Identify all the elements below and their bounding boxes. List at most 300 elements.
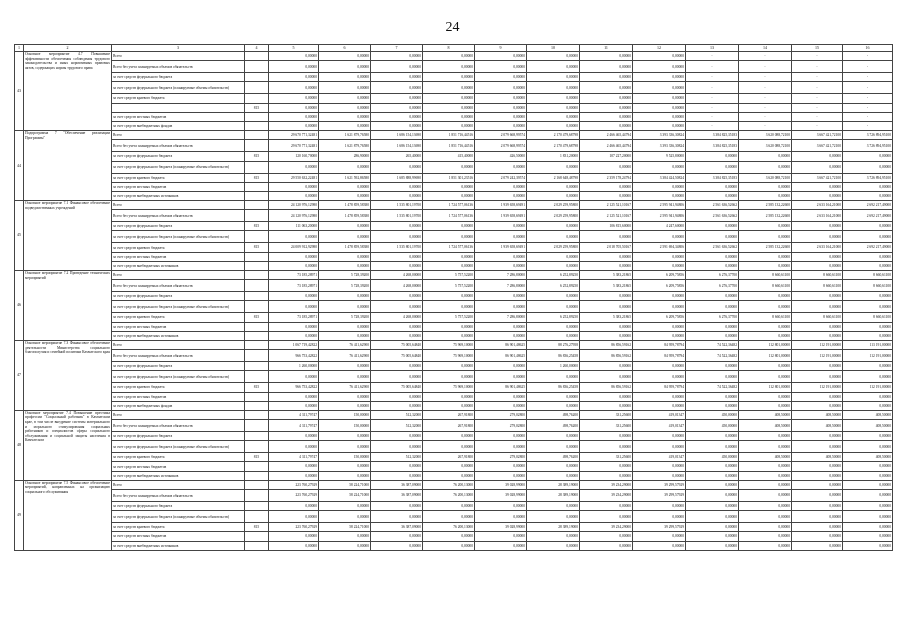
amount-cell: -	[792, 94, 843, 103]
amount-cell: 112 191,00000	[792, 350, 843, 362]
amount-cell: 2 029 259,95800	[527, 243, 580, 252]
amount-cell: 0,00000	[269, 511, 319, 523]
amount-cell: 3 620 088,72100	[739, 131, 792, 140]
amount-cell: 0,00000	[792, 432, 843, 441]
amount-cell: 0,00000	[423, 261, 475, 270]
amount-cell: 0,00000	[792, 401, 843, 410]
amount-cell: 0,00000	[269, 401, 319, 410]
table-row	[15, 383, 893, 392]
amount-cell: 0,00000	[633, 261, 686, 270]
admin-code	[245, 73, 269, 82]
amount-cell: 0,00000	[843, 462, 893, 471]
amount-cell: 0,00000	[423, 401, 475, 410]
amount-cell: 0,00000	[633, 322, 686, 331]
amount-cell: 0,00000	[371, 161, 423, 173]
amount-cell: 0,00000	[475, 261, 527, 270]
amount-cell: 0,00000	[475, 103, 527, 112]
amount-cell: 0,00000	[792, 222, 843, 231]
amount-cell: 4 311,79747	[269, 453, 319, 462]
admin-code	[245, 301, 269, 313]
amount-cell: 0,00000	[843, 502, 893, 511]
amount-cell: 0,00000	[269, 94, 319, 103]
amount-cell: 0,00000	[633, 52, 686, 61]
amount-cell: 7 286,80000	[475, 313, 527, 322]
admin-code	[245, 490, 269, 502]
amount-cell: 0,00000	[423, 231, 475, 243]
amount-cell: 8 660,61100	[792, 271, 843, 280]
column-header: 14	[739, 45, 792, 52]
amount-cell: 0,00000	[580, 441, 633, 453]
amount-cell: 2 018 705,50167	[580, 243, 633, 252]
amount-cell: 112 801,00000	[739, 383, 792, 392]
amount-cell: 3 667 421,72100	[792, 131, 843, 140]
activity-description: Подпрограмма 7 "Обеспечение реализации Программы"	[24, 131, 112, 201]
amount-cell: 0,00000	[686, 432, 739, 441]
amount-cell: 0,00000	[633, 371, 686, 383]
amount-cell: 1 686 154,13690	[371, 140, 423, 152]
amount-cell: 1 939 658,69491	[475, 210, 527, 222]
amount-cell: 0,00000	[792, 541, 843, 550]
amount-cell: 408,50000	[739, 453, 792, 462]
admin-code: 815	[245, 243, 269, 252]
amount-cell: 2 692 217,49000	[843, 210, 893, 222]
table-row	[15, 371, 893, 383]
amount-cell: -	[739, 112, 792, 121]
funding-source: за счет средств краевого бюджета	[112, 173, 245, 182]
amount-cell: 0,00000	[686, 502, 739, 511]
amount-cell: 0,00000	[843, 261, 893, 270]
amount-cell: 6 209,75856	[633, 271, 686, 280]
amount-cell: 1 260,00000	[527, 362, 580, 371]
admin-code	[245, 121, 269, 130]
activity-description: Основное мероприятие 7.5 Финансовое обеспечение мероприятий, направленных на организацию социального обслуживания	[24, 480, 112, 550]
funding-source: Всего без учета планируемых объемов обязательств	[112, 140, 245, 152]
amount-cell: 86 836,25458	[527, 383, 580, 392]
amount-cell: -	[686, 61, 739, 73]
amount-cell: 8 660,61100	[843, 313, 893, 322]
amount-cell: 331,25600	[580, 420, 633, 432]
activity-description: Основное мероприятие 7.2 Проведение технических мероприятий	[24, 271, 112, 341]
amount-cell: 3 393 336,30824	[633, 131, 686, 140]
amount-cell: -	[686, 94, 739, 103]
amount-cell: -	[843, 73, 893, 82]
amount-cell: 1 621 879,76580	[319, 140, 371, 152]
amount-cell: 112 191,00000	[792, 383, 843, 392]
amount-cell: 0,00000	[686, 261, 739, 270]
amount-cell: 0,00000	[843, 490, 893, 502]
amount-cell: 24 120 976,12980	[269, 210, 319, 222]
amount-cell: 0,00000	[475, 331, 527, 340]
amount-cell: 498,76200	[527, 453, 580, 462]
amount-cell: 4 268,00000	[371, 313, 423, 322]
amount-cell: 0,00000	[686, 462, 739, 471]
amount-cell: 112 801,00000	[739, 340, 792, 349]
funding-source: за счет средств федерального бюджета	[112, 432, 245, 441]
amount-cell: 0,00000	[527, 222, 580, 231]
amount-cell: 1 260,00000	[269, 362, 319, 371]
amount-cell: 0,00000	[580, 362, 633, 371]
amount-cell: 0,00000	[527, 532, 580, 541]
amount-cell: -	[792, 121, 843, 130]
amount-cell: 0,00000	[792, 322, 843, 331]
amount-cell: 0,00000	[269, 441, 319, 453]
amount-cell: 0,00000	[371, 61, 423, 73]
amount-cell: 0,00000	[527, 462, 580, 471]
amount-cell: 39 028,99000	[475, 523, 527, 532]
column-header: 6	[319, 45, 371, 52]
amount-cell: 0,00000	[423, 441, 475, 453]
amount-cell: 39 234,29000	[580, 490, 633, 502]
amount-cell: 0,00000	[423, 182, 475, 191]
table-row	[15, 261, 893, 270]
amount-cell: 0,00000	[527, 73, 580, 82]
funding-source: Всего без учета планируемых объемов обязательств	[112, 280, 245, 292]
amount-cell: 0,00000	[371, 182, 423, 191]
amount-cell: 2 633 164,21000	[792, 201, 843, 210]
amount-cell: 112 191,00000	[843, 383, 893, 392]
funding-source: за счет средств местных бюджетов	[112, 462, 245, 471]
amount-cell: 0,00000	[527, 441, 580, 453]
amount-cell: 0,00000	[371, 462, 423, 471]
amount-cell: 0,00000	[843, 222, 893, 231]
amount-cell: 0,00000	[527, 94, 580, 103]
amount-cell: 5 383,21865	[580, 313, 633, 322]
amount-cell: 58 224,71000	[319, 523, 371, 532]
column-header: 13	[686, 45, 739, 52]
amount-cell: 86 901,48625	[475, 340, 527, 349]
amount-cell: 0,00000	[686, 471, 739, 480]
amount-cell: 24 120 976,12980	[269, 201, 319, 210]
amount-cell: 0,00000	[739, 462, 792, 471]
amount-cell: 0,00000	[580, 502, 633, 511]
amount-cell: 0,00000	[269, 301, 319, 313]
funding-source: за счет средств краевого бюджета	[112, 523, 245, 532]
amount-cell: 0,00000	[371, 301, 423, 313]
amount-cell: 0,00000	[739, 541, 792, 550]
amount-cell: 75 005,64840	[371, 340, 423, 349]
amount-cell: 0,00000	[371, 322, 423, 331]
row-index: 45	[15, 201, 24, 271]
amount-cell: 267,91800	[423, 453, 475, 462]
amount-cell: 76 411,62900	[319, 340, 371, 349]
amount-cell: 0,00000	[686, 480, 739, 489]
amount-cell: 0,00000	[475, 502, 527, 511]
amount-cell: 8 660,61100	[792, 280, 843, 292]
amount-cell: 1 535 801,19700	[371, 210, 423, 222]
amount-cell: 0,00000	[739, 523, 792, 532]
amount-cell: 0,00000	[792, 292, 843, 301]
amount-cell: 2 561 636,52662	[686, 210, 739, 222]
admin-code	[245, 94, 269, 103]
column-header: 12	[633, 45, 686, 52]
amount-cell: 84 959,78794	[633, 383, 686, 392]
amount-cell: 0,00000	[319, 511, 371, 523]
amount-cell: -	[792, 103, 843, 112]
amount-cell: 75 969,10000	[423, 383, 475, 392]
amount-cell: 408,50000	[792, 420, 843, 432]
amount-cell: 0,00000	[686, 392, 739, 401]
amount-cell: 0,00000	[580, 261, 633, 270]
table-row	[15, 350, 893, 362]
column-header: 2	[24, 45, 112, 52]
amount-cell: 0,00000	[269, 112, 319, 121]
amount-cell: 0,00000	[269, 532, 319, 541]
table-row	[15, 331, 893, 340]
activity-description: Основное мероприятие 7.1 Финансовое обеспечение подведомственных учреждений	[24, 201, 112, 271]
amount-cell: 0,00000	[319, 121, 371, 130]
amount-cell: 408,50000	[843, 420, 893, 432]
amount-cell: 0,00000	[371, 401, 423, 410]
amount-cell: 8 660,61100	[739, 280, 792, 292]
admin-code	[245, 252, 269, 261]
amount-cell: 0,00000	[527, 301, 580, 313]
funding-source: Всего	[112, 201, 245, 210]
row-index: 46	[15, 271, 24, 341]
amount-cell: 0,00000	[371, 502, 423, 511]
amount-cell: 1 724 577,06136	[423, 201, 475, 210]
amount-cell: 408,50000	[843, 453, 893, 462]
amount-cell: 0,00000	[739, 392, 792, 401]
amount-cell: 0,00000	[843, 480, 893, 489]
admin-code	[245, 231, 269, 243]
admin-code	[245, 502, 269, 511]
amount-cell: 0,00000	[843, 182, 893, 191]
amount-cell: 0,00000	[633, 462, 686, 471]
table-row	[15, 401, 893, 410]
amount-cell: 0,00000	[475, 252, 527, 261]
table-row	[15, 243, 893, 252]
amount-cell: 512,32000	[371, 420, 423, 432]
amount-cell: 0,00000	[792, 191, 843, 200]
amount-cell: 0,00000	[527, 231, 580, 243]
amount-cell: 0,00000	[319, 191, 371, 200]
amount-cell: 0,00000	[269, 541, 319, 550]
amount-cell: -	[792, 82, 843, 94]
amount-cell: 0,00000	[527, 161, 580, 173]
funding-source: за счет средств внебюджетных источников	[112, 261, 245, 270]
amount-cell: 0,00000	[580, 322, 633, 331]
amount-cell: 0,00000	[319, 73, 371, 82]
amount-cell: 0,00000	[475, 441, 527, 453]
amount-cell: 0,00000	[739, 222, 792, 231]
amount-cell: 2 585 132,22600	[739, 243, 792, 252]
budget-table	[14, 44, 893, 551]
amount-cell: 0,00000	[739, 252, 792, 261]
amount-cell: 0,00000	[580, 392, 633, 401]
amount-cell: 3 667 421,72100	[792, 173, 843, 182]
table-row	[15, 182, 893, 191]
column-header: 11	[580, 45, 633, 52]
column-header: 5	[269, 45, 319, 52]
amount-cell: 408,50000	[843, 410, 893, 419]
amount-cell: 0,00000	[371, 82, 423, 94]
amount-cell: 0,00000	[423, 532, 475, 541]
amount-cell: 4 311,79747	[269, 420, 319, 432]
amount-cell: 0,00000	[475, 401, 527, 410]
amount-cell: 3 384 424,50824	[633, 173, 686, 182]
amount-cell: 0,00000	[319, 362, 371, 371]
amount-cell: 0,00000	[633, 362, 686, 371]
amount-cell: 1 724 577,06136	[423, 243, 475, 252]
amount-cell: 0,00000	[527, 261, 580, 270]
amount-cell: 419,01347	[633, 453, 686, 462]
amount-cell: 28 389,19000	[527, 523, 580, 532]
amount-cell: 0,00000	[739, 362, 792, 371]
amount-cell: 0,00000	[792, 523, 843, 532]
amount-cell: 0,00000	[475, 112, 527, 121]
admin-code	[245, 532, 269, 541]
amount-cell: 120 160,70000	[269, 152, 319, 161]
amount-cell: 0,00000	[423, 331, 475, 340]
amount-cell: 36 387,09000	[371, 523, 423, 532]
admin-code: 815	[245, 523, 269, 532]
amount-cell: 223 760,27929	[269, 490, 319, 502]
admin-code	[245, 271, 269, 280]
amount-cell: 0,00000	[633, 401, 686, 410]
funding-source: за счет средств краевого бюджета	[112, 94, 245, 103]
admin-code	[245, 52, 269, 61]
amount-cell: 0,00000	[633, 252, 686, 261]
amount-cell: -	[686, 121, 739, 130]
funding-source: за счет средств местных бюджетов	[112, 322, 245, 331]
amount-cell: 0,00000	[792, 152, 843, 161]
amount-cell: 7 286,80000	[475, 280, 527, 292]
amount-cell: 0,00000	[686, 401, 739, 410]
funding-source: за счет средств местных бюджетов	[112, 392, 245, 401]
table-row	[15, 152, 893, 161]
amount-cell: 0,00000	[580, 52, 633, 61]
column-header: 16	[843, 45, 893, 52]
amount-cell: 0,00000	[319, 541, 371, 550]
amount-cell: 0,00000	[686, 362, 739, 371]
amount-cell: -	[843, 103, 893, 112]
amount-cell: 111 063,20000	[269, 222, 319, 231]
admin-code	[245, 201, 269, 210]
amount-cell: 2 585 132,22600	[739, 210, 792, 222]
amount-cell: 3 393 336,30824	[633, 140, 686, 152]
amount-cell: 76 411,62900	[319, 350, 371, 362]
table-row	[15, 322, 893, 331]
amount-cell: 75 005,64840	[371, 350, 423, 362]
amount-cell: 150,00000	[319, 453, 371, 462]
amount-cell: 36 387,09000	[371, 490, 423, 502]
amount-cell: 0,00000	[633, 121, 686, 130]
amount-cell: 0,00000	[686, 191, 739, 200]
amount-cell: 0,00000	[423, 222, 475, 231]
amount-cell: 75 005,64840	[371, 383, 423, 392]
amount-cell: 0,00000	[475, 432, 527, 441]
funding-source: за счет средств федерального бюджета	[112, 73, 245, 82]
amount-cell: 3 384 825,35183	[686, 173, 739, 182]
table-row	[15, 73, 893, 82]
amount-cell: 0,00000	[843, 401, 893, 410]
amount-cell: 0,00000	[527, 61, 580, 73]
amount-cell: 0,00000	[269, 82, 319, 94]
amount-cell: 0,00000	[580, 82, 633, 94]
amount-cell: 1 478 859,58380	[319, 201, 371, 210]
amount-cell: 88 276,27958	[527, 340, 580, 349]
amount-cell: 0,00000	[580, 331, 633, 340]
amount-cell: 2 633 164,21000	[792, 210, 843, 222]
amount-cell: 86 856,59162	[580, 350, 633, 362]
amount-cell: 2 079 668,99574	[475, 131, 527, 140]
amount-cell: 0,00000	[423, 471, 475, 480]
amount-cell: 86 856,59162	[580, 383, 633, 392]
admin-code	[245, 182, 269, 191]
amount-cell: 0,00000	[739, 182, 792, 191]
amount-cell: 0,00000	[269, 471, 319, 480]
amount-cell: 3 726 894,95100	[843, 173, 893, 182]
amount-cell: 2 591 694,34806	[633, 243, 686, 252]
amount-cell: 29 550 632,22481	[269, 173, 319, 182]
amount-cell: 0,00000	[269, 231, 319, 243]
amount-cell: 450,00000	[686, 453, 739, 462]
amount-cell: 0,00000	[633, 532, 686, 541]
admin-code	[245, 112, 269, 121]
amount-cell: 0,00000	[423, 94, 475, 103]
table-row	[15, 480, 893, 489]
amount-cell: 8 660,61100	[843, 271, 893, 280]
table-row	[15, 362, 893, 371]
amount-cell: 1 939 658,69491	[475, 201, 527, 210]
amount-cell: 6 252,89250	[527, 280, 580, 292]
amount-cell: 5 728,39200	[319, 271, 371, 280]
amount-cell: 0,00000	[739, 371, 792, 383]
admin-code	[245, 420, 269, 432]
funding-source	[112, 103, 245, 112]
funding-source: Всего	[112, 340, 245, 349]
funding-source: за счет средств федерального бюджета	[112, 292, 245, 301]
amount-cell: 39 299,57929	[633, 490, 686, 502]
amount-cell: 0,00000	[269, 182, 319, 191]
table-row	[15, 441, 893, 453]
amount-cell: -	[686, 103, 739, 112]
amount-cell: 1 067 719,42822	[269, 340, 319, 349]
activity-description: Основное мероприятие 7.4 Повышение престижа профессии "Социальный работник" в Камчатском крае, в том числе внедрение системы материального и морального стимулирования социальных работников и специалистов сферы социального обслуживания и социальной защиты населения в Камчатском	[24, 410, 112, 480]
amount-cell: 0,00000	[319, 371, 371, 383]
amount-cell: 0,00000	[269, 462, 319, 471]
amount-cell: 0,00000	[580, 73, 633, 82]
amount-cell: 0,00000	[319, 471, 371, 480]
amount-cell: 0,00000	[633, 182, 686, 191]
amount-cell: 7 286,80000	[475, 271, 527, 280]
amount-cell: 267,91800	[423, 410, 475, 419]
amount-cell: 0,00000	[686, 523, 739, 532]
amount-cell: 6 209,75856	[633, 280, 686, 292]
amount-cell: 0,00000	[371, 94, 423, 103]
amount-cell: 86 836,25458	[527, 350, 580, 362]
amount-cell: 0,00000	[739, 532, 792, 541]
amount-cell: 0,00000	[843, 231, 893, 243]
amount-cell: 2 079 242,39574	[475, 173, 527, 182]
amount-cell: 0,00000	[739, 191, 792, 200]
amount-cell: -	[843, 94, 893, 103]
amount-cell: 76 200,13000	[423, 480, 475, 489]
amount-cell: 0,00000	[475, 94, 527, 103]
amount-cell: 0,00000	[580, 541, 633, 550]
amount-cell: 0,00000	[843, 301, 893, 313]
amount-cell: 1 621 879,76580	[319, 131, 371, 140]
admin-code	[245, 541, 269, 550]
column-header: 1	[15, 45, 24, 52]
amount-cell: 0,00000	[633, 103, 686, 112]
amount-cell: 0,00000	[686, 231, 739, 243]
funding-source: за счет средств краевого бюджета	[112, 453, 245, 462]
amount-cell: 0,00000	[843, 362, 893, 371]
amount-cell: 3 726 894,95100	[843, 131, 893, 140]
amount-cell: 4 268,00000	[371, 280, 423, 292]
amount-cell: 0,00000	[792, 161, 843, 173]
